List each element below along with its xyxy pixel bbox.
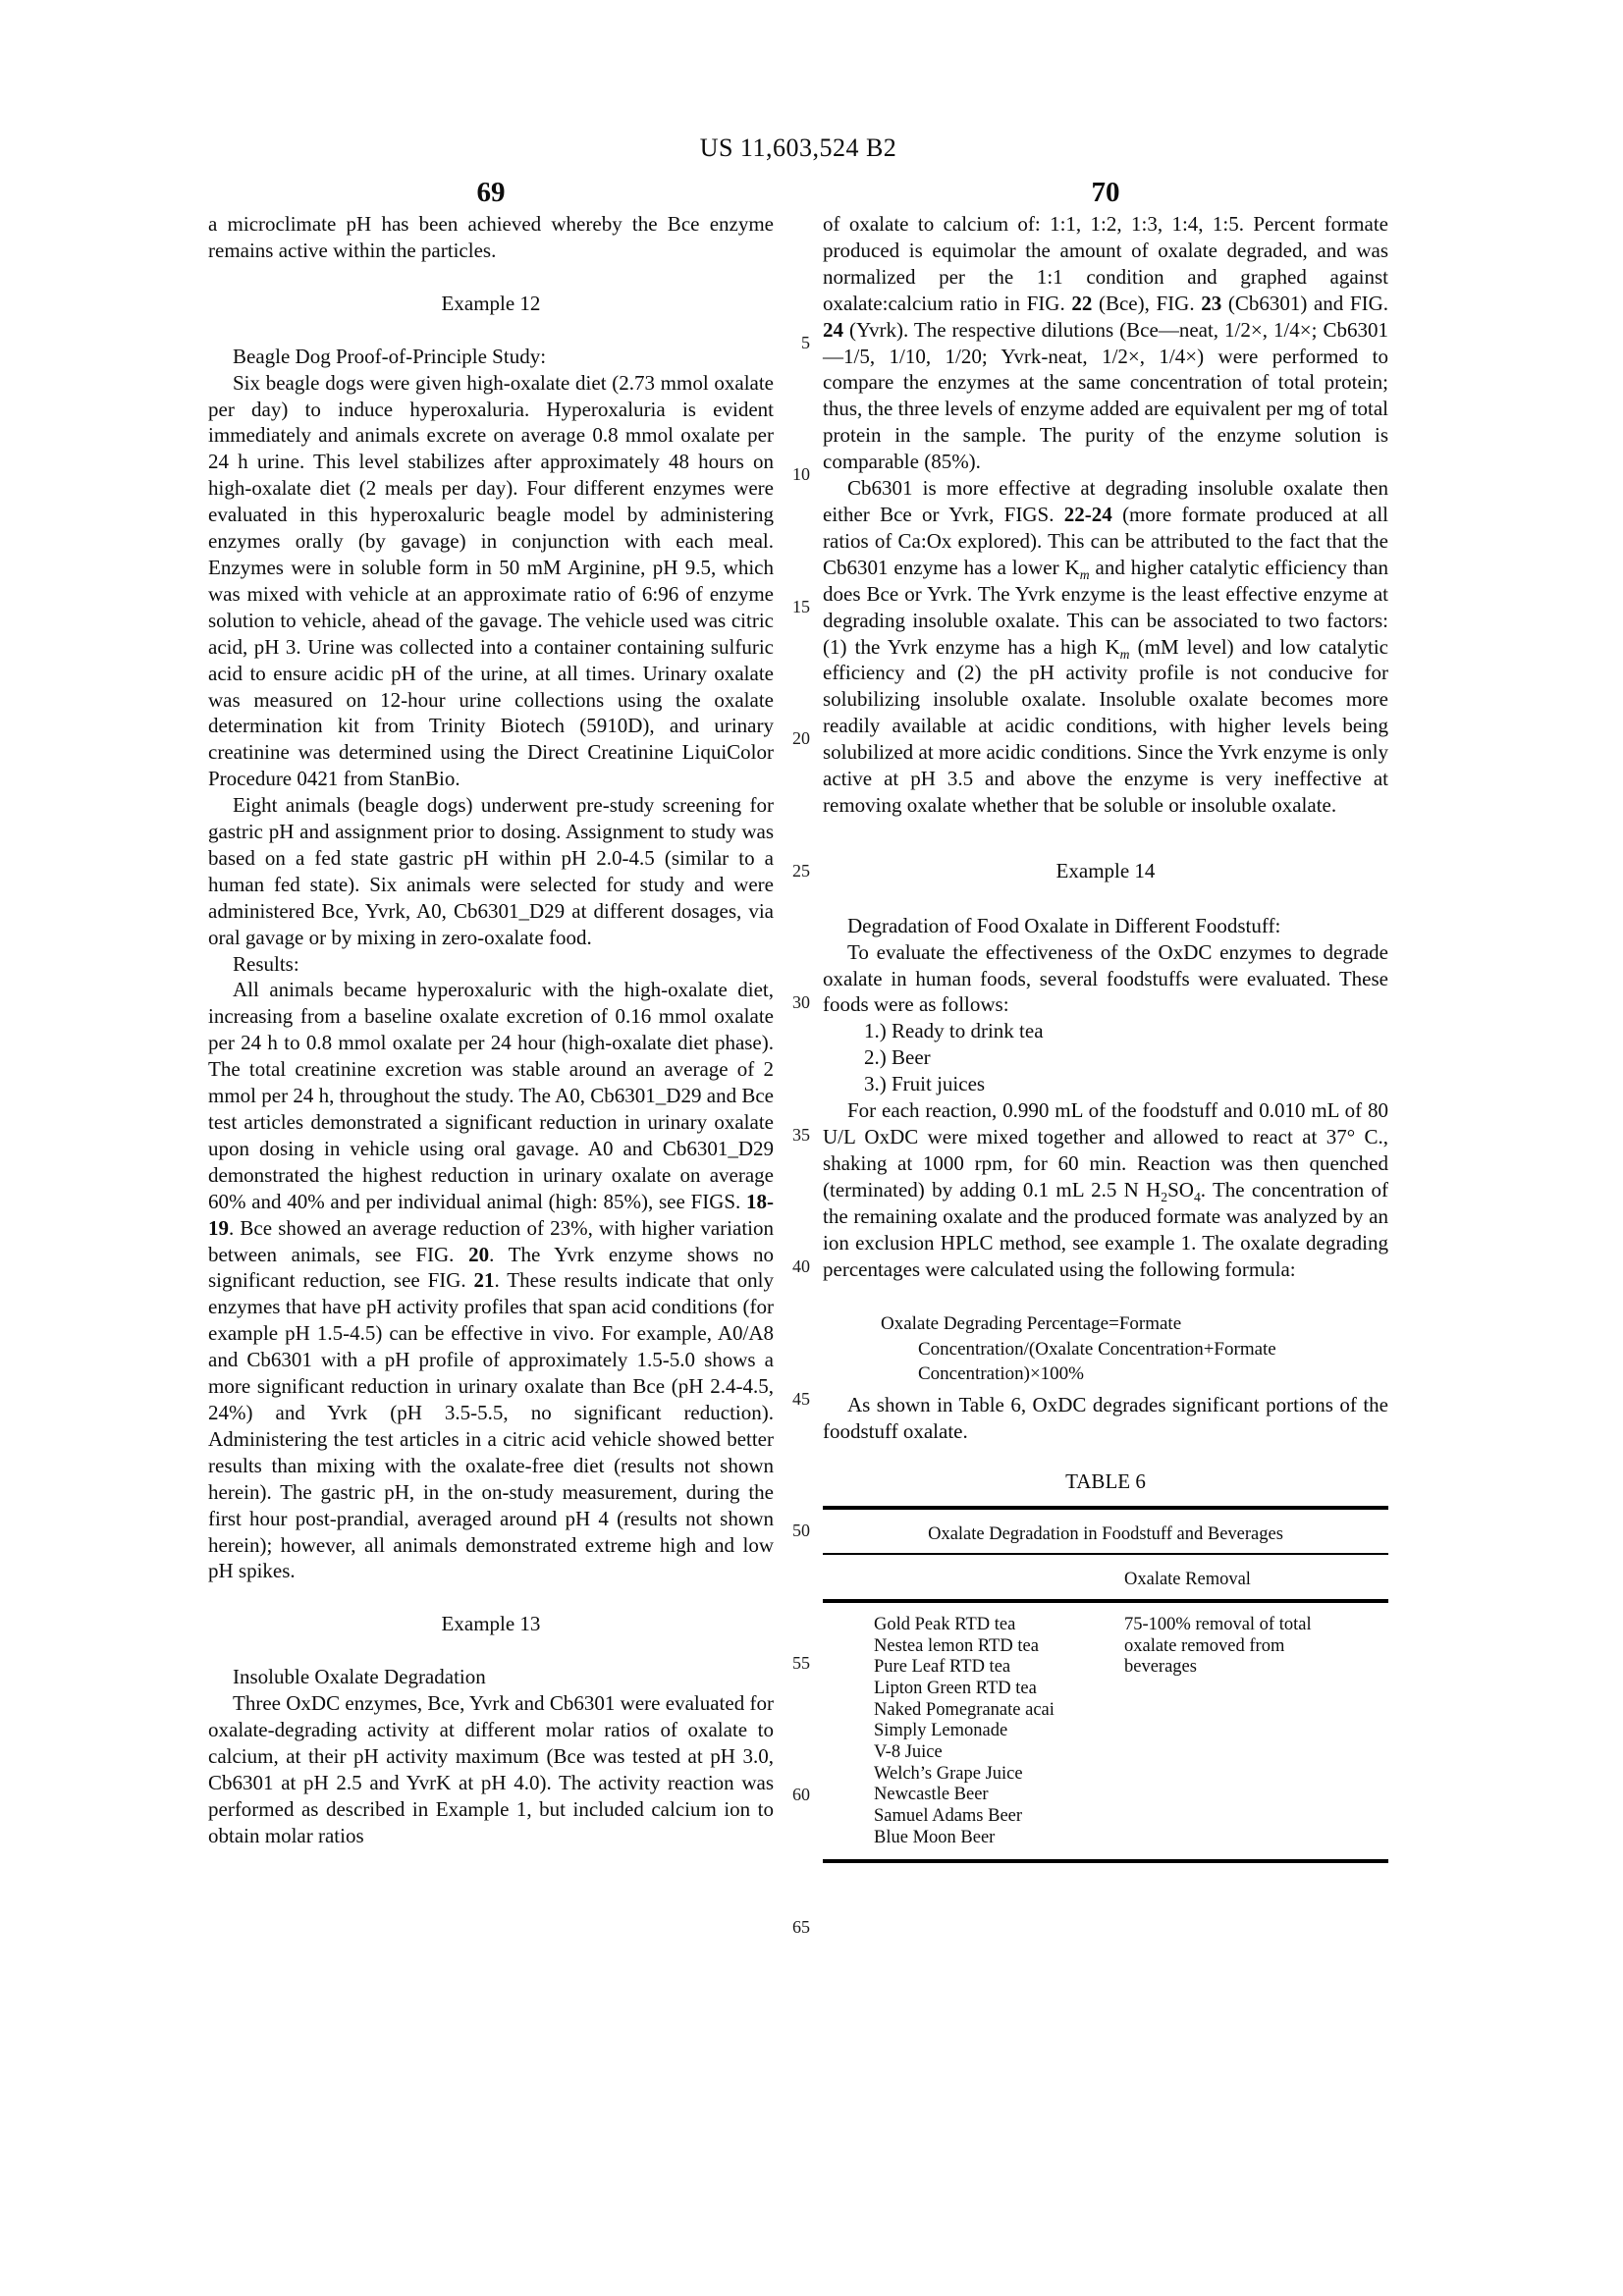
line-number-55: 55 [792,1653,810,1673]
paragraph-three-oxdc: Three OxDC enzymes, Bce, Yvrk and Cb6301 were evaluated for oxalate-degrading activity at different molar ratios of oxalate to calcium, at their pH activity maximum (Bce was tested at pH 3.0, Cb6301 at pH 2.5 and YvrK at pH 4.0). The activity reaction was performed as described in Example 1, but included calcium ion to obtain molar ratios [208,1691,774,1847]
line-number-25: 25 [792,861,810,881]
formula-oxalate-degrading-percentage: Oxalate Degrading Percentage=Formate Concentration/(Oxalate Concentration+Formate Concentration)×100% [881,1313,1276,1384]
line-number-5: 5 [801,333,810,352]
table-caption: Oxalate Degradation in Foodstuff and Beverages [928,1523,1283,1544]
line-number-30: 30 [792,992,810,1012]
line-number-60: 60 [792,1785,810,1804]
table-row: Welch’s Grape Juice [874,1763,1023,1784]
section-heading-example-13: Example 13 [441,1612,541,1636]
table-row: Blue Moon Beer [874,1827,996,1847]
table-6 [823,1468,1388,1863]
line-number-40: 40 [792,1256,810,1276]
paragraph-insoluble-title: Insoluble Oxalate Degradation [233,1665,486,1689]
paragraph-for-each-reaction: For each reaction, 0.990 mL of the foodstuff and 0.010 mL of 80 U/L OxDC were mixed together and allowed to react at 37° C., shaking at 1000 rpm, for 60 min. Reaction was then quenched (terminated) by adding 0.1 mL 2.5 N $H_2SO_4$. The concentration of the remaining oxalate and the produced formate was analyzed by an ion exclusion HPLC method, see example 1. The oxalate degrading percentages were calculated using the following formula: [823,1098,1388,1281]
paragraph-cb6301-effective: Cb6301 is more effective at degrading insoluble oxalate then either Bce or Yvrk, FIGS. 22-24 (more formate produced at all ratios of Ca:Ox explored). This can be attributed to the fact that the Cb6301 enzyme has a lower $K_m$ and higher catalytic efficiency than does Bce or Yvrk. The Yvrk enzyme is the least effective enzyme at degrading insoluble oxalate. This can be associated to two factors: (1) the Yvrk enzyme has a high $K_m$ (mM level) and low catalytic efficiency and (2) the pH activity profile is not conducive for solubilizing insoluble oxalate. Insoluble oxalate becomes more readily available at acidic conditions, with higher levels being solubilized at more acidic conditions. Since the Yvrk enzyme is only active at pH 3.5 and above the enzyme is very ineffective at removing oxalate whether that be soluble or insoluble oxalate. [823,476,1389,817]
page-header: US 11,603,524 B2 [699,133,897,162]
table-row: Gold Peak RTD tea [874,1614,1016,1634]
section-heading-example-14: Example 14 [1055,858,1156,882]
paragraph-degradation-title: Degradation of Food Oxalate in Different Foodstuff: [847,913,1281,937]
paragraph-results: All animals became hyperoxaluric with the high-oxalate diet, increasing from a baseline oxalate excretion of 0.16 mmol oxalate per 24 h to 0.8 mmol oxalate per 24 hour (high-oxalate diet phase). The total creatinine excretion was stable around an average of 2 mmol per 24 h, throughout the study. The A0, Cb6301_D29 and Bce test articles demonstrated a significant reduction in urinary oxalate upon dosing in vehicle using oral gavage. A0 and Cb6301_D29 demonstrated the highest reduction in urinary oxalate on average 60% and 40% and per individual animal (high: 85%), see FIGS. 18-19. Bce showed an average reduction of 23%, with higher variation between animals, see FIG. 20. The Yvrk enzyme shows no significant reduction, see FIG. 21. These results indicate that only enzymes that have pH activity profiles that span acid conditions (for example pH 1.5-4.5) can be effective in vivo. For example, A0/A8 and Cb6301 with a pH profile of approximately 1.5-5.0 shows a more significant reduction in urinary oxalate than Bce (pH 2.4-4.5, 24%) and Yvrk (pH 3.5-5.5, no significant reduction). Administering the test articles in a citric acid vehicle showed better results than mixing with the oxalate-free diet (results not shown herein). The gastric pH, in the on-study measurement, during the first hour post-prandial, averaged around pH 4 (results not shown herein); however, all animals demonstrated extreme high and low pH spikes. [208,978,774,1583]
line-number-65: 65 [792,1917,810,1937]
table-items-column [874,1615,1124,1849]
left-column-number: 69 [476,177,506,208]
table-row: Newcastle Beer [874,1785,989,1805]
section-heading-example-12: Example 12 [441,291,541,315]
line-number-50: 50 [792,1521,810,1540]
right-column [823,211,1388,1863]
paragraph-oxalate-calcium: of oxalate to calcium of: 1:1, 1:2, 1:3, 1:4, 1:5. Percent formate produced is equimolar the amount of oxalate degraded, and was normalized per the 1:1 condition and graphed against oxalate:calcium ratio in FIG. 22 (Bce), FIG. 23 (Cb6301) and FIG. 24 (Yvrk). The respective dilutions (Bce—neat, 1/2×, 1/4×; Cb6301—1/5, 1/10, 1/20; Yvrk-neat, 1/2×, 1/4×) were performed to compare the enzymes at the same concentration of total protein; thus, the three levels of enzyme added are equivalent per mg of total protein in the sample. The purity of the enzyme solution is comparable (85%). [823,212,1388,474]
table-row: Samuel Adams Beer [874,1806,1023,1827]
line-number-10: 10 [792,464,810,484]
table-row: Lipton Green RTD tea [874,1678,1037,1698]
table-rule-bottom [823,1859,1388,1863]
paragraph-eight-animals: Eight animals (beagle dogs) underwent pre-study screening for gastric pH and assignment prior to dosing. Assignment to study was based on a fed state gastric pH within pH 2.0-4.5 (similar to a human fed state). Six animals were selected for study and were administered Bce, Yvrk, A0, Cb6301_D29 at different dosages, via oral gavage or by mixing in zero-oxalate food. [208,793,774,949]
table-column-header-oxalate-removal: Oxalate Removal [1124,1569,1251,1589]
paragraph-study-title: Beagle Dog Proof-of-Principle Study: [233,344,547,368]
line-number-35: 35 [792,1125,810,1145]
paragraph-to-evaluate: To evaluate the effectiveness of the OxDC enzymes to degrade oxalate in human foods, several foodstuffs were evaluated. These foods were as follows: [823,939,1388,1017]
paragraph-beagle-study: Six beagle dogs were given high-oxalate diet (2.73 mmol oxalate per day) to induce hyperoxaluria. Hyperoxaluria is evident immediately and animals excrete on average 0.8 mmol oxalate per 24 h urine. This level stabilizes after approximately 48 hours on high-oxalate diet (2 meals per day). Four different enzymes were evaluated in this hyperoxaluric beagle model by administering enzymes orally (by gavage) in conjunction with each meal. Enzymes were in soluble form in 50 mM Arginine, pH 9.5, which was mixed with vehicle at an approximate ratio of 6:96 of enzyme solution to vehicle, ahead of the gavage. The vehicle used was citric acid, pH 3. Urine was collected into a container containing sulfuric acid to ensure acidic pH of the urine, at all times. Urinary oxalate was measured on 12-hour urine collections using the oxalate determination kit from Trinity Biotech (5910D), and urinary creatinine was determined using the Direct Creatinine LiquiColor Procedure 0421 from StanBio. [208,370,774,791]
line-number-45: 45 [792,1389,810,1409]
foodstuff-list [823,1018,1388,1097]
foodstuff-list-item: 1.) Ready to drink tea [864,1019,1044,1043]
paragraph-as-shown: As shown in Table 6, OxDC degrades significant portions of the foodstuff oxalate. [823,1393,1388,1443]
paragraph-results-label: Results: [233,951,299,976]
table-body [823,1603,1388,1859]
foodstuff-list-item: 3.) Fruit juices [864,1072,986,1096]
table-row: Simply Lemonade [874,1721,1008,1741]
table-row: Nestea lemon RTD tea [874,1635,1039,1656]
table-title: TABLE 6 [1065,1468,1146,1493]
table-removal-cell: 75-100% removal of total oxalate removed from beverages [1124,1614,1312,1678]
line-number-20: 20 [792,728,810,748]
table-row: Pure Leaf RTD tea [874,1657,1011,1678]
paragraph-continuation: a microclimate pH has been achieved whereby the Bce enzyme remains active within the particles. [208,212,774,262]
right-column-number: 70 [1091,177,1120,208]
table-row: V-8 Juice [874,1742,943,1763]
table-row: Naked Pomegranate acai [874,1699,1055,1720]
foodstuff-list-item: 2.) Beer [864,1045,931,1070]
line-number-15: 15 [792,597,810,616]
left-column [208,211,774,1849]
